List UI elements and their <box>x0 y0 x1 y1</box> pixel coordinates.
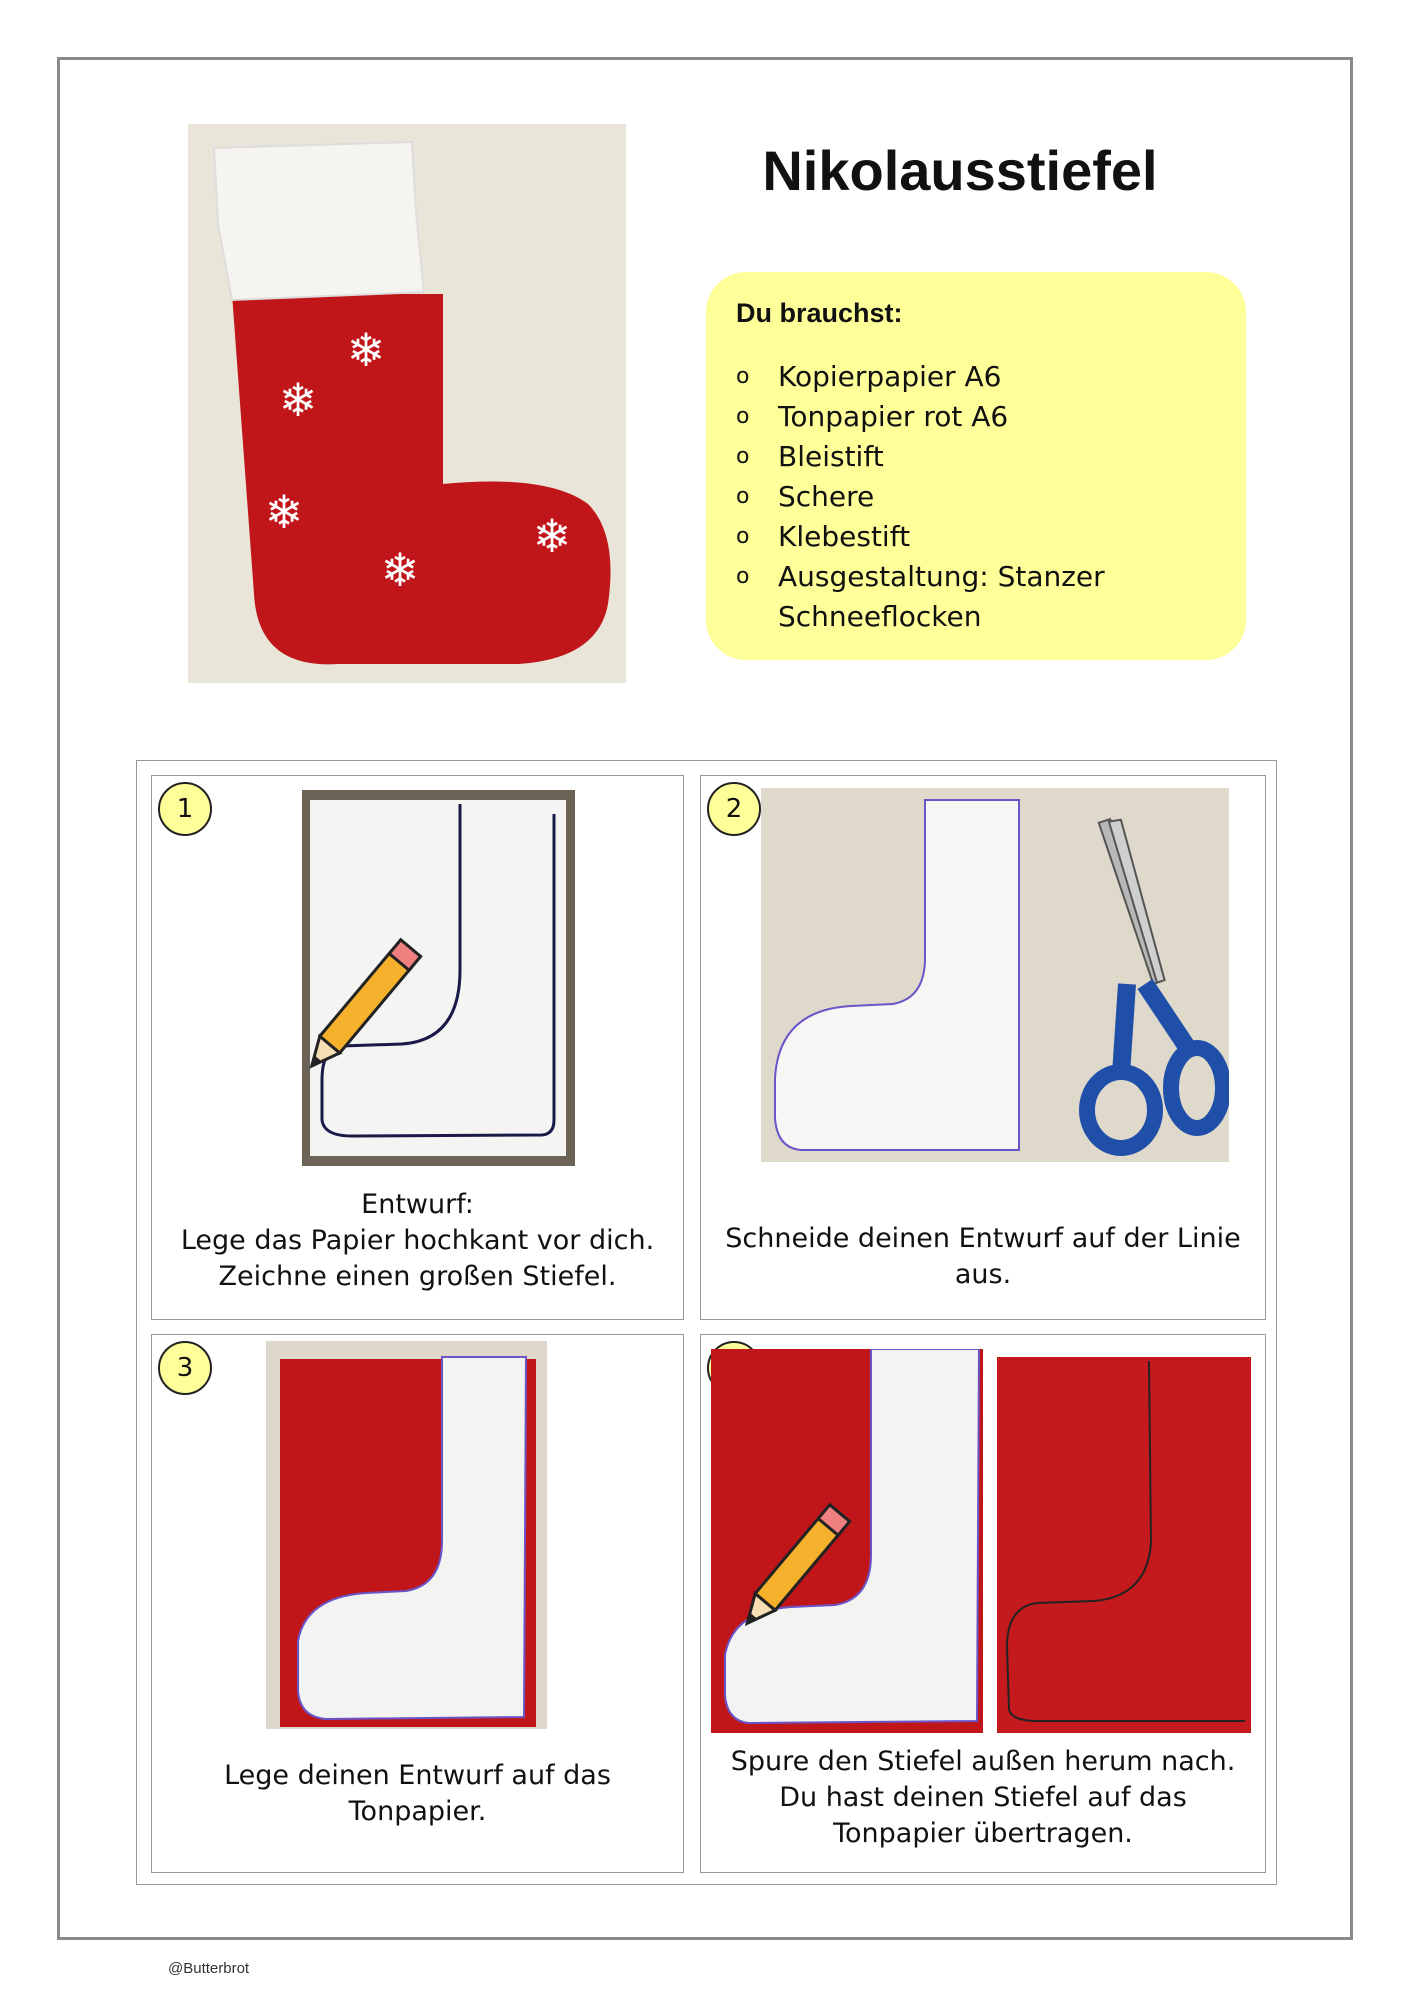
svg-text:❄: ❄ <box>278 373 318 427</box>
list-item: o Bleistift <box>736 440 884 473</box>
svg-text:❄: ❄ <box>380 543 420 597</box>
finished-stocking-photo <box>188 124 626 683</box>
steps-grid <box>136 760 1277 1885</box>
materials-list <box>736 357 1216 637</box>
tracing-photo <box>711 1349 983 1733</box>
list-item: o Schere <box>736 480 875 513</box>
step-number-badge: 2 <box>707 782 761 836</box>
materials-heading: Du brauchst: <box>736 298 903 328</box>
step-number-badge: 1 <box>158 782 212 836</box>
step-card-4 <box>700 1334 1266 1873</box>
draft-drawing-photo <box>302 790 575 1166</box>
step-instruction: Entwurf: Lege das Papier hochkant vor dich. Zeichne einen großen Stiefel. <box>180 1189 655 1292</box>
svg-text:❄: ❄ <box>532 509 572 563</box>
traced-outline-photo <box>997 1357 1251 1733</box>
svg-text:❄: ❄ <box>346 323 386 377</box>
step-card-3 <box>151 1334 684 1873</box>
step-number-badge: 3 <box>158 1341 212 1395</box>
step-instruction: Spure den Stiefel außen herum nach. Du hast deinen Stiefel auf das Tonpapier übertragen. <box>730 1746 1236 1849</box>
list-item: o Klebestift <box>736 520 911 553</box>
list-item: o Kopierpapier A6 <box>736 360 1002 393</box>
footer-credit: @Butterbrot <box>168 1960 250 1977</box>
step-card-2 <box>700 775 1266 1320</box>
cutout-and-scissors-photo <box>761 788 1229 1162</box>
svg-text:❄: ❄ <box>264 485 304 539</box>
draft-on-red-paper-photo <box>266 1341 547 1729</box>
list-item: o Tonpapier rot A6 <box>736 400 1009 433</box>
list-item: o Ausgestaltung: Stanzer Schneeflocken <box>736 560 1105 633</box>
step-instruction: Lege deinen Entwurf auf das Tonpapier. <box>224 1760 611 1827</box>
page-title: Nikolausstiefel <box>762 139 1158 202</box>
step-instruction: Schneide deinen Entwurf auf der Linie aus. <box>725 1223 1241 1290</box>
materials-box <box>706 272 1246 660</box>
step-card-1 <box>151 775 684 1320</box>
